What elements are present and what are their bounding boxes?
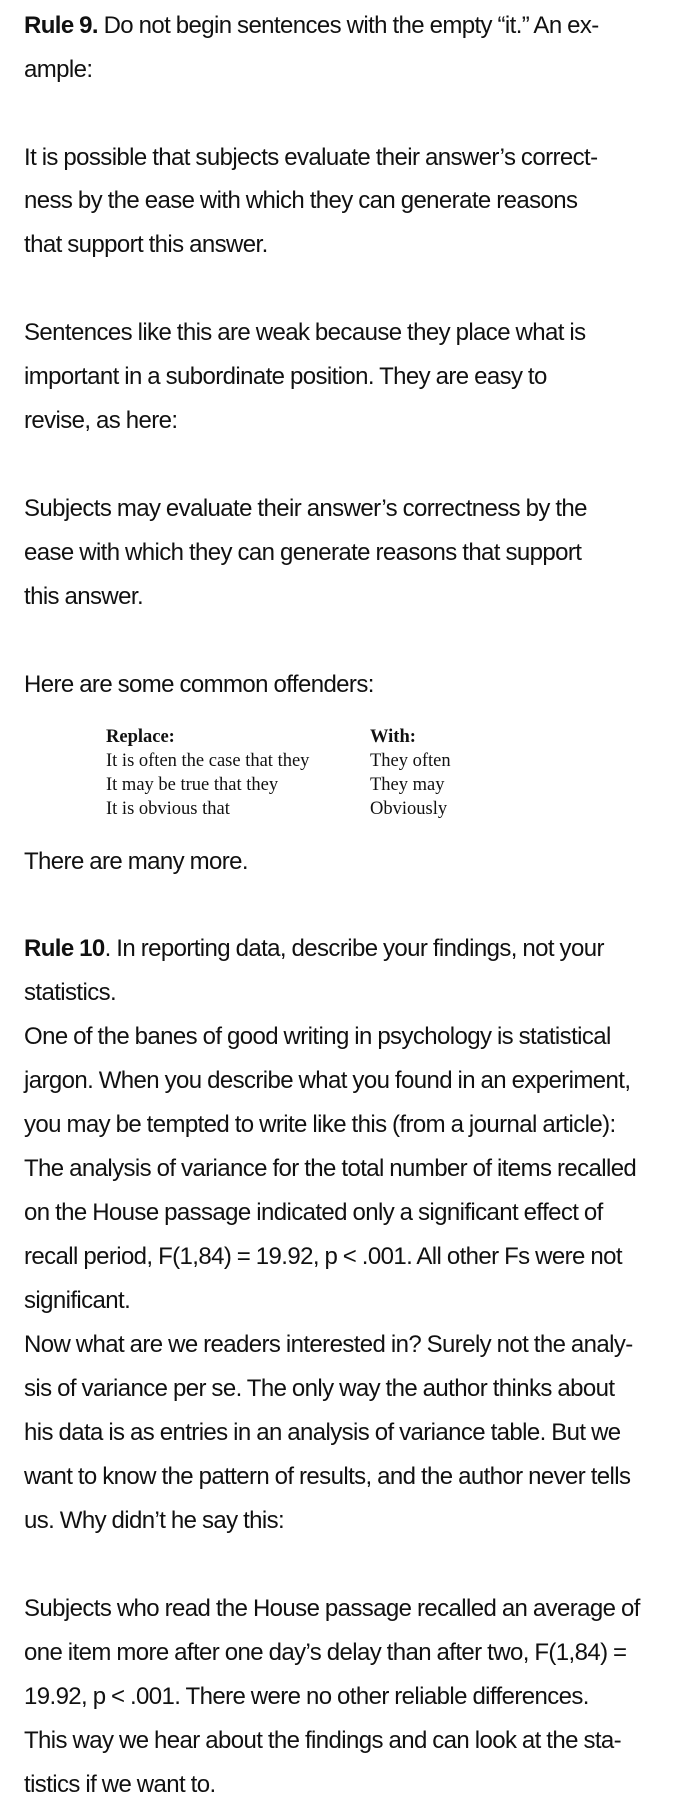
rule10-label: Rule 10 (24, 935, 105, 962)
rule10-example-line: Subjects who read the House passage recalled an average of (24, 1595, 640, 1622)
rule9-example-line: that support this answer. (24, 231, 268, 258)
rule9-example-line: It is possible that subjects evaluate their answer’s correct- (24, 144, 598, 171)
rule10-body-line: recall period, F(1,84) = 19.92, p < .001. All other Fs were not (24, 1243, 622, 1270)
rule9-closing: There are many more. (24, 848, 248, 875)
rule10-example-line: 19.92, p < .001. There were no other reliable differences. (24, 1683, 589, 1710)
rule10-body-line: The analysis of variance for the total number of items recalled (24, 1155, 637, 1182)
rule10-example-line: one item more after one day’s delay than after two, F(1,84) = (24, 1639, 627, 1666)
table-header-replace: Replace: (106, 727, 175, 747)
rule10-body-line: jargon. When you describe what you found in an experiment, (24, 1067, 631, 1094)
table-cell-with: Obviously (370, 799, 448, 819)
rule10-heading-line2: statistics. (24, 979, 117, 1006)
rule10-body-line: Now what are we readers interested in? Surely not the analy- (24, 1331, 633, 1358)
rule9-heading-line2: ample: (24, 56, 93, 83)
rule10-heading-text: . In reporting data, describe your findings, not your (104, 935, 604, 962)
rule9-label: Rule 9. (24, 12, 98, 39)
table-cell-replace: It is obvious that (106, 799, 230, 819)
rule10-body-line: want to know the pattern of results, and the author never tells (24, 1463, 631, 1490)
rule10-body-line: his data is as entries in an analysis of variance table. But we (24, 1419, 621, 1446)
rule9-explanation-line: revise, as here: (24, 407, 178, 434)
rule10-body-line: sis of variance per se. The only way the author thinks about (24, 1375, 615, 1402)
rule9-revision-line: Subjects may evaluate their answer’s correctness by the (24, 495, 587, 522)
rule10-body-line: One of the banes of good writing in psychology is statistical (24, 1023, 611, 1050)
rule10-body-line: us. Why didn’t he say this: (24, 1507, 285, 1534)
rule10-body-line: on the House passage indicated only a significant effect of (24, 1199, 603, 1226)
rule9-explanation-line: Sentences like this are weak because they place what is (24, 319, 586, 346)
rule9-revision-line: ease with which they can generate reasons that support (24, 539, 582, 566)
table-header-with: With: (370, 727, 416, 747)
rule9-example-line: ness by the ease with which they can generate reasons (24, 187, 578, 214)
rule9-heading-text: Do not begin sentences with the empty “it.” An ex- (98, 12, 599, 39)
rule10-heading (24, 935, 604, 963)
rule10-example-line: This way we hear about the findings and can look at the sta- (24, 1727, 622, 1754)
table-cell-replace: It is often the case that they (106, 751, 310, 771)
table-cell-with: They may (370, 775, 445, 795)
table-cell-replace: It may be true that they (106, 775, 279, 795)
rule9-heading (24, 12, 599, 40)
table-cell-with: They often (370, 751, 451, 771)
rule10-body-line: you may be tempted to write like this (from a journal article): (24, 1111, 616, 1138)
rule10-body-line: significant. (24, 1287, 131, 1314)
rule10-example-line: tistics if we want to. (24, 1771, 216, 1798)
rule9-explanation-line: important in a subordinate position. They are easy to (24, 363, 547, 390)
offenders-intro: Here are some common offenders: (24, 671, 374, 698)
rule9-revision-line: this answer. (24, 583, 144, 610)
